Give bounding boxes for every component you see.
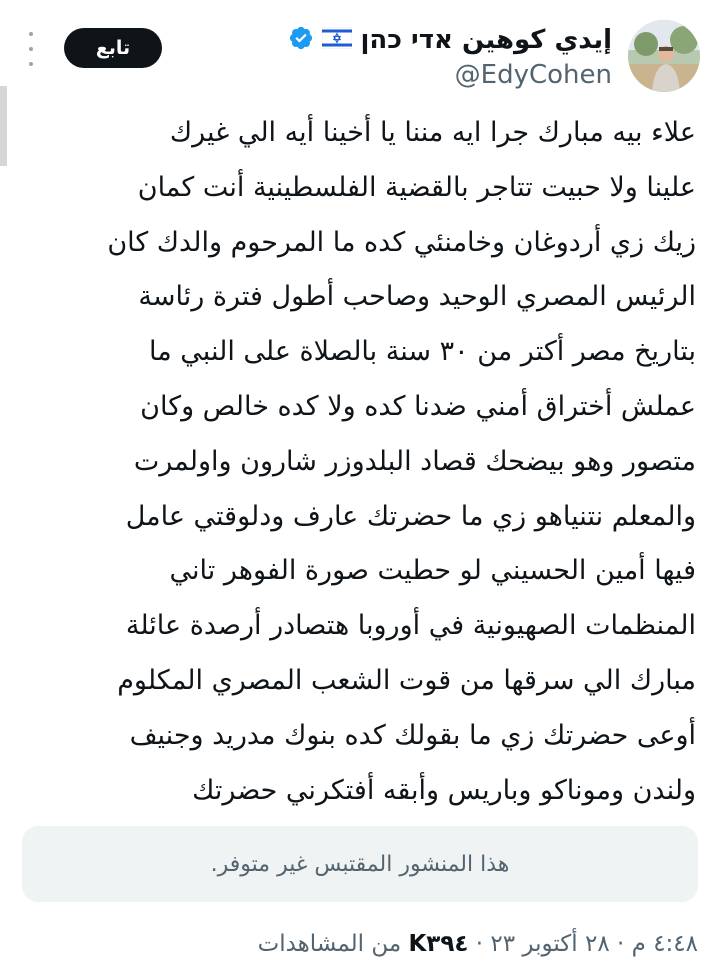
quoted-post-message: هذا المنشور المقتبس غير متوفر. <box>210 851 510 877</box>
tweet-text-line: زيك زي أردوغان وخامنئي كده ما المرحوم والدك كان <box>107 226 696 258</box>
tweet-metadata <box>8 924 698 964</box>
tweet-text-line: متصور وهو بيضحك قصاد البلدوزر شارون واولمرت <box>133 445 696 477</box>
tweet-text-line: الرئيس المصري الوحيد وصاحب أطول فترة رئاسة <box>138 281 696 313</box>
tweet-time[interactable]: ٤:٤٨ م <box>631 931 698 957</box>
tweet-text-line: علينا ولا حبيت تتاجر بالقضية الفلسطينية أنت كمان <box>137 171 696 203</box>
tweet-text-line: ولندن وموناكو وباريس وأبقه أفتكرني حضرتك <box>192 774 696 806</box>
tweet-text-line: عملش أختراق أمني ضدنا كده ولا كده خالص وكان <box>140 390 696 422</box>
left-edge-bar <box>0 86 7 166</box>
tweet-text <box>20 106 696 818</box>
tweet-text-line: والمعلم نتنياهو زي ما حضرتك عارف ودلوقتي عامل <box>125 500 696 532</box>
verified-badge-icon <box>288 25 314 55</box>
views-label: من المشاهدات <box>257 931 402 957</box>
user-handle[interactable]: @EdyCohen <box>454 60 612 90</box>
meta-separator: · <box>617 931 625 957</box>
quoted-post-unavailable[interactable] <box>22 826 698 902</box>
tweet-text-line: بتاريخ مصر أكتر من ٣٠ سنة بالصلاة على النبي ما <box>149 336 696 368</box>
views-count: K٣٩٤ <box>408 931 469 957</box>
israel-flag-icon <box>322 27 352 53</box>
tweet-text-line: المنظمات الصهيونية في أوروبا هتصادر أرصدة عائلة <box>125 610 696 642</box>
tweet-text-line: أوعى حضرتك زي ما بقولك كده بنوك مدريد وجنيف <box>129 719 696 751</box>
meta-separator: · <box>475 931 484 957</box>
tweet-date[interactable]: ٢٨ أكتوبر ٢٣ <box>490 931 610 957</box>
more-options-icon[interactable] <box>24 32 38 66</box>
tweet-text-line: فيها أمين الحسيني لو حطيت صورة الفوهر تاني <box>169 555 696 587</box>
tweet-text-line: مبارك الي سرقها من قوت الشعب المصري المكلوم <box>117 664 696 696</box>
name-row <box>288 22 612 58</box>
avatar-photo-icon <box>628 20 700 92</box>
display-name[interactable]: إيدي كوهين אדי כהן <box>360 25 612 55</box>
tweet-header <box>0 18 720 98</box>
tweet-text-line: علاء بيه مبارك جرا ايه مننا يا أخينا أيه الي غيرك <box>169 117 696 148</box>
follow-button[interactable]: تابع <box>64 28 162 68</box>
avatar[interactable] <box>628 20 700 92</box>
